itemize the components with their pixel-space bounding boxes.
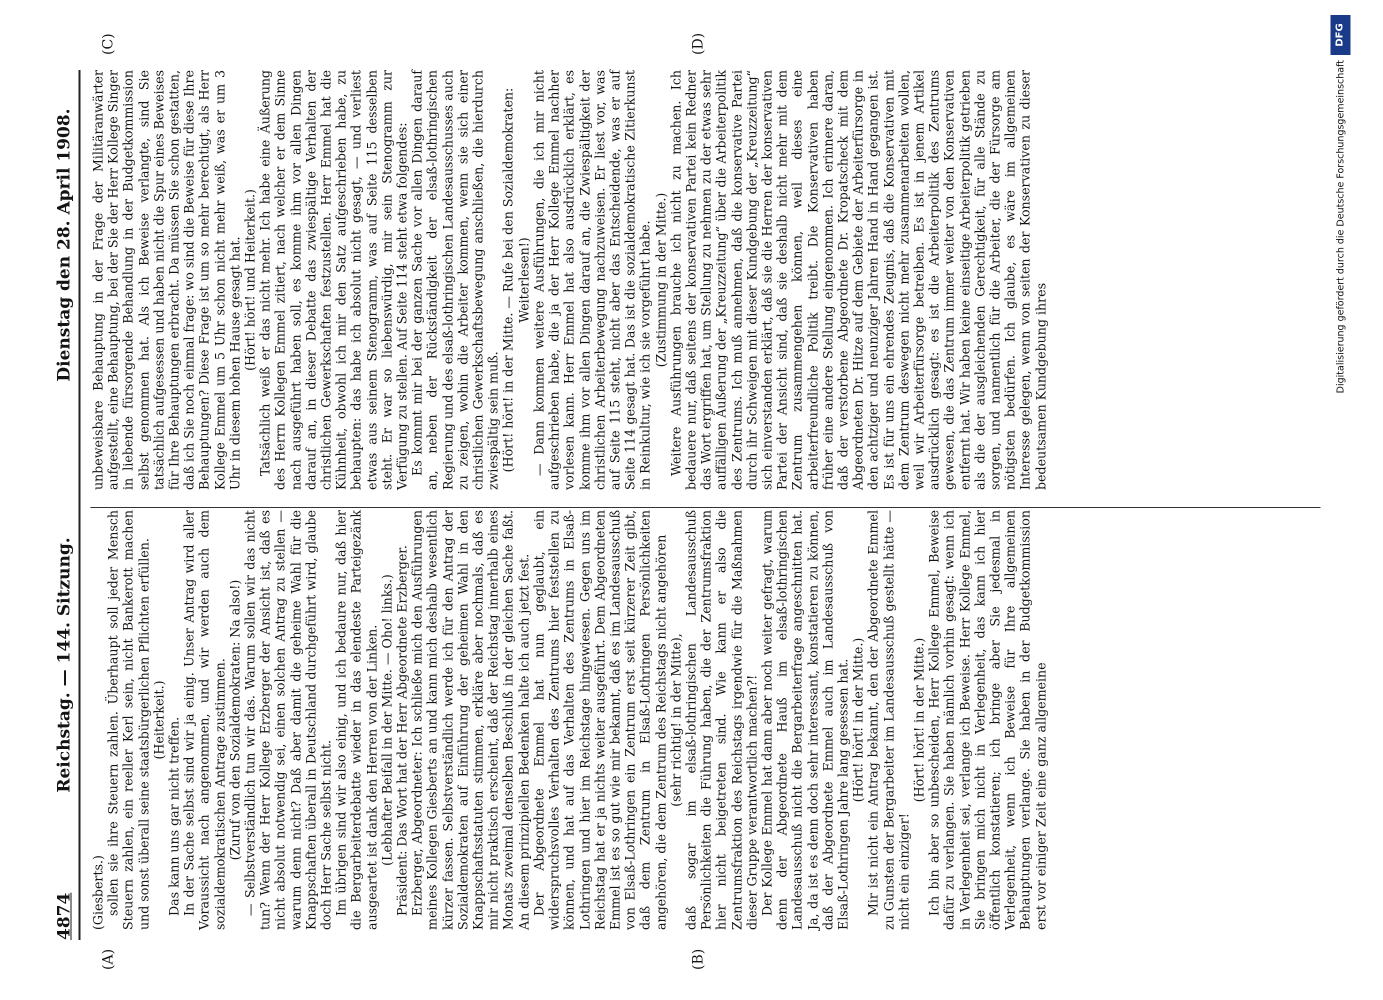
left-paragraph: Der Kollege Emmel hat dann aber noch weiter gefragt, warum denn der Abgeordnete Hauß im elsaß-lothringischen Landesausschuß nicht die Bergarbeiterfrage angeschnitten hat. Ja, da ist es denn doch sehr interessant, konstatieren zu können, daß der Abgeordnete Emmel auch im Landesausschuß von Elsaß-Lothringen Jahre lang gesessen hat. xyxy=(758,510,850,930)
left-column xyxy=(90,510,1048,930)
header-right-title: Dienstag den 28. April 1908. xyxy=(54,108,74,382)
right-paragraph: — Dann kommen weitere Ausführungen, die ich mir nicht aufgeschrieben habe, die ja der Herr Kollege Emmel nachher vorlesen kann. Herr Emmel hat also ausdrücklich erklärt, es komme ihm vor allen Dingen darauf an, die Zwiespältigkeit der christlichen Arbeiterbewegung nachzuweisen. Er liest vor, was auf Seite 115 steht, nicht aber das Entscheidende, was er auf Seite 114 gesagt hat. Das ist die sozialdemokratische Zitierkunst in Reinkultur, wie ich sie vorgeführt habe. xyxy=(530,70,653,490)
margin-mark-d: (D) xyxy=(690,32,706,55)
stage-direction: (Hört! hört! in der Mitte.) xyxy=(850,637,866,803)
right-paragraph: Tatsächlich weiß er das nicht mehr. Ich habe eine Äußerung des Herrn Kollegen Emmel zitiert, nach welcher er dem Sinne nach ausgeführt haben soll, es komme ihm vor allen Dingen darauf an, in dieser Debatte das zwiespältige Verhalten der christlichen Gewerkschaften festzustellen. Herr Emmel hat die Kühnheit, obwohl ich mir den Satz aufgeschrieben habe, zu behaupten: das habe ich absolut nicht gesagt, — und verliest etwas aus seinem Stenogramm, was auf Seite 115 desselben steht. Er war so liebenswürdig, mir sein Stenogramm zur Verfügung zu stellen. Auf Seite 114 steht etwa folgendes: xyxy=(257,70,410,490)
left-paragraph: Im übrigen sind wir also einig, und ich bedaure nur, daß hier die Bergarbeiterdebatte wieder in das elendeste Parteigezänk ausgeartet ist dank den Herren von der Linken. xyxy=(333,510,379,930)
left-paragraph: In der Sache selbst sind wir ja einig. Unser Antrag wird aller Voraussicht nach angenommen, und wir werden auch dem sozialdemokratischen Antrage zustimmen. xyxy=(181,510,227,930)
page-number: 4874 xyxy=(54,892,74,940)
stage-direction: (Zuruf von den Sozialdemokraten: Na also!) xyxy=(226,579,242,861)
stage-direction: (Hört! hört! in der Mitte. — Rufe bei den Sozialdemokraten: Weiterlesen!) xyxy=(500,87,531,473)
left-paragraph: Mir ist nicht ein Antrag bekannt, den der Abgeordnete Emmel zu Gunsten der Bergarbeiter im Landesausschuß gestellt hätte — nicht ein einziger! xyxy=(865,510,911,930)
left-paragraph: Ich bin aber so unbescheiden, Herr Kollege Emmel, Beweise dafür zu verlangen. Sie haben nämlich vorhin gesagt: wenn ich in Verlegenheit sei, verlange ich Beweise. Herr Kollege Emmel, Sie bringen mich nicht in Verlegenheit, das kann ich hier öffentlich konstatieren; ich bringe aber Sie jedesmal in Verlegenheit, wenn ich Beweise für Ihre allgemeinen Behauptungen verlange. Sie haben in der Budgetkommission erst vor einiger Zeit eine ganz allgemeine xyxy=(926,510,1048,930)
left-paragraph: — Selbstverständlich tun wir das. Warum sollen wir das nicht tun? Wenn der Herr Kollege Erzberger der Ansicht ist, daß es nicht absolut notwendig sei, einen solchen Antrag zu stellen — warum denn nicht? Daß aber damit die geheime Wahl für die Knappschaften überall in Deutschland durchgeführt wird, glaube doch Herr Sache selbst nicht. xyxy=(242,510,334,930)
page-header xyxy=(52,70,80,940)
right-paragraph: unbeweisbare Behauptung in der Frage der Militäranwärter aufgestellt, eine Behauptung, bei der Sie der Herr Kollege Singer in liebende fürsorgende Behandlung in der Budgetkommission selbst genommen hat. Als ich Beweise verlangte, sind Sie tatsächlich aufgesessen und haben nicht die Spur eines Beweises für Ihre Behauptungen erbracht. Da müssen Sie schon gestatten, daß ich Sie noch einmal frage: wo sind die Beweise für diese Ihre Behauptungen? Diese Frage ist um so mehr berechtigt, als Herr Kollege Emmel um 5 Uhr schon nicht mehr weiß, was er um 3 Uhr in diesem hohen Hause gesagt hat. xyxy=(90,70,242,490)
speaker-tag: (Giesberts.) xyxy=(90,855,105,930)
stage-direction: (Hört! hört! in der Mitte.) xyxy=(910,637,926,803)
header-left-title: Reichstag. — 144. Sitzung. xyxy=(54,537,74,793)
dfg-logo: DFG xyxy=(1330,15,1350,55)
margin-mark-c: (C) xyxy=(100,33,116,55)
column-divider xyxy=(90,507,1320,508)
digitization-credit: Digitalisierung gefördert durch die Deutsche Forschungsgemeinschaft xyxy=(1335,60,1346,394)
president-paragraph: Präsident: Das Wort hat der Herr Abgeordnete Erzberger. xyxy=(394,545,410,916)
stage-direction: (Lebhafter Beifall in der Mitte. — Oho! links.) xyxy=(378,574,394,866)
margin-mark-a: (A) xyxy=(100,948,116,970)
left-paragraph: sollen sie ihre Steuern zahlen. Überhaupt soll jeder Mensch Steuern zahlen, ein reeller Kerl sein, nicht Bankerott machen und sonst überall seine staatsbürgerlichen Pflichten erfüllen. xyxy=(105,510,151,930)
stage-direction: (Zustimmung in der Mitte.) xyxy=(652,192,668,368)
margin-mark-b: (B) xyxy=(690,948,706,970)
right-column xyxy=(90,70,1048,490)
right-paragraph: Weitere Ausführungen brauche ich nicht zu machen. Ich bedauere nur, daß seitens der konservativen Partei kein Redner das Wort ergriffen hat, um Stellung zu nehmen zu der etwas sehr auffälligen Äußerung der „Kreuzzeitung“ über die Arbeiterpolitik des Zentrums. Ich muß annehmen, daß die konservative Partei durch ihr Schweigen mit dieser Kundgebung der „Kreuzzeitung“ sich einverstanden erklärt, daß sie die Herren der konservativen Partei der Ansicht sind, daß sie deshalb nicht mehr mit dem Zentrum zusammengehen können, weil dieses eine arbeiterfreundliche Politik treibt. Die Konservativen haben früher eine andere Stellung eingenommen. Ich erinnere daran, daß der verstorbene Abgeordnete Dr. Kropatscheck mit dem Abgeordneten Dr. Hitze auf dem Gebiete der Arbeiterfürsorge in den achtziger und neunziger Jahren Hand in Hand gegangen ist. Es ist für uns ein ehrendes Zeugnis, daß die Konservativen mit dem Zentrum deswegen nicht mehr zusammenarbeiten wollen, weil wir Arbeiterfürsorge betreiben. Es ist in jenem Artikel ausdrücklich gesagt: es ist die Arbeiterpolitik des Zentrums gewesen, die das Zentrum immer weiter von den Konservativen entfernt hat. Wir haben keine einseitige Arbeiterpolitik getrieben als die der ausgleichenden Gerechtigkeit, für alle Stände zu sorgen, und namentlich für die Arbeiter, die der Fürsorge am nötigsten bedürfen. Ich glaube, es wäre im allgemeinen Interesse gelegen, wenn von seiten der Konservativen zu dieser bedeutsamen Kundgebung ihres xyxy=(667,70,1048,490)
stage-direction: (Hört! hört! und Heiterkeit.) xyxy=(242,189,258,371)
stage-direction: (Heiterkeit.) xyxy=(150,680,166,760)
speaker-paragraph: Erzberger, Abgeordneter: Ich schließe mich den Ausführungen meines Kollegen Giesberts an und kann mich deshalb wesentlich kürzer fassen. Selbstverständlich werde ich für den Antrag der Sozialdemokraten auf Einführung der geheimen Wahl in den Knappschaftsstatuten stimmen, erkläre aber nochmals, daß es mir nicht praktisch erscheint, daß der Reichstag innerhalb eines Monats zweimal denselben Beschluß in der gleichen Sache faßt. An diesem prinzipiellen Bedenken halte ich auch jetzt fest. xyxy=(409,510,531,930)
stage-direction: (sehr richtig! in der Mitte), xyxy=(667,633,683,807)
left-paragraph: Der Abgeordnete Emmel hat nun geglaubt, ein widerspruchsvolles Verhalten des Zentrums hier feststellen zu können, und hat auf das Verhalten des Zentrums in Elsaß-Lothringen und hier im Reichstage hingewiesen. Gegen uns im Reichstag hat er ja nichts weiter ausgeführt. Dem Abgeordneten Emmel ist es so gut wie mir bekannt, daß es im Landesausschuß von Elsaß-Lothringen ein Zentrum erst seit kürzerer Zeit gibt, daß dem Zentrum in Elsaß-Lothringen Persönlichkeiten angehören, die dem Zentrum des Reichstags nicht angehören xyxy=(530,510,668,930)
left-paragraph: daß sogar im elsaß-lothringischen Landesausschuß Persönlichkeiten die Führung haben, die der Zentrumsfraktion hier nicht beigetreten sind. Wie kann er also die Zentrumsfraktion des Reichstags irgendwie für die Maßnahmen dieser Gruppe verantwortlich machen?! xyxy=(682,510,759,930)
quoted-paragraph: Es kommt mir bei der ganzen Sache vor allen Dingen darauf an, neben der Rückständigkeit der elsaß-lothringischen Regierung und des elsaß-lothringischen Landesausschusses auch zu zeigen, wohin die Arbeiter kommen, wenn sie sich einer christlichen Gewerkschaftsbewegung anschließen, die hierdurch zwiespältig sein muß. xyxy=(409,70,501,490)
left-paragraph: Das kann uns gar nicht treffen. xyxy=(166,716,182,916)
